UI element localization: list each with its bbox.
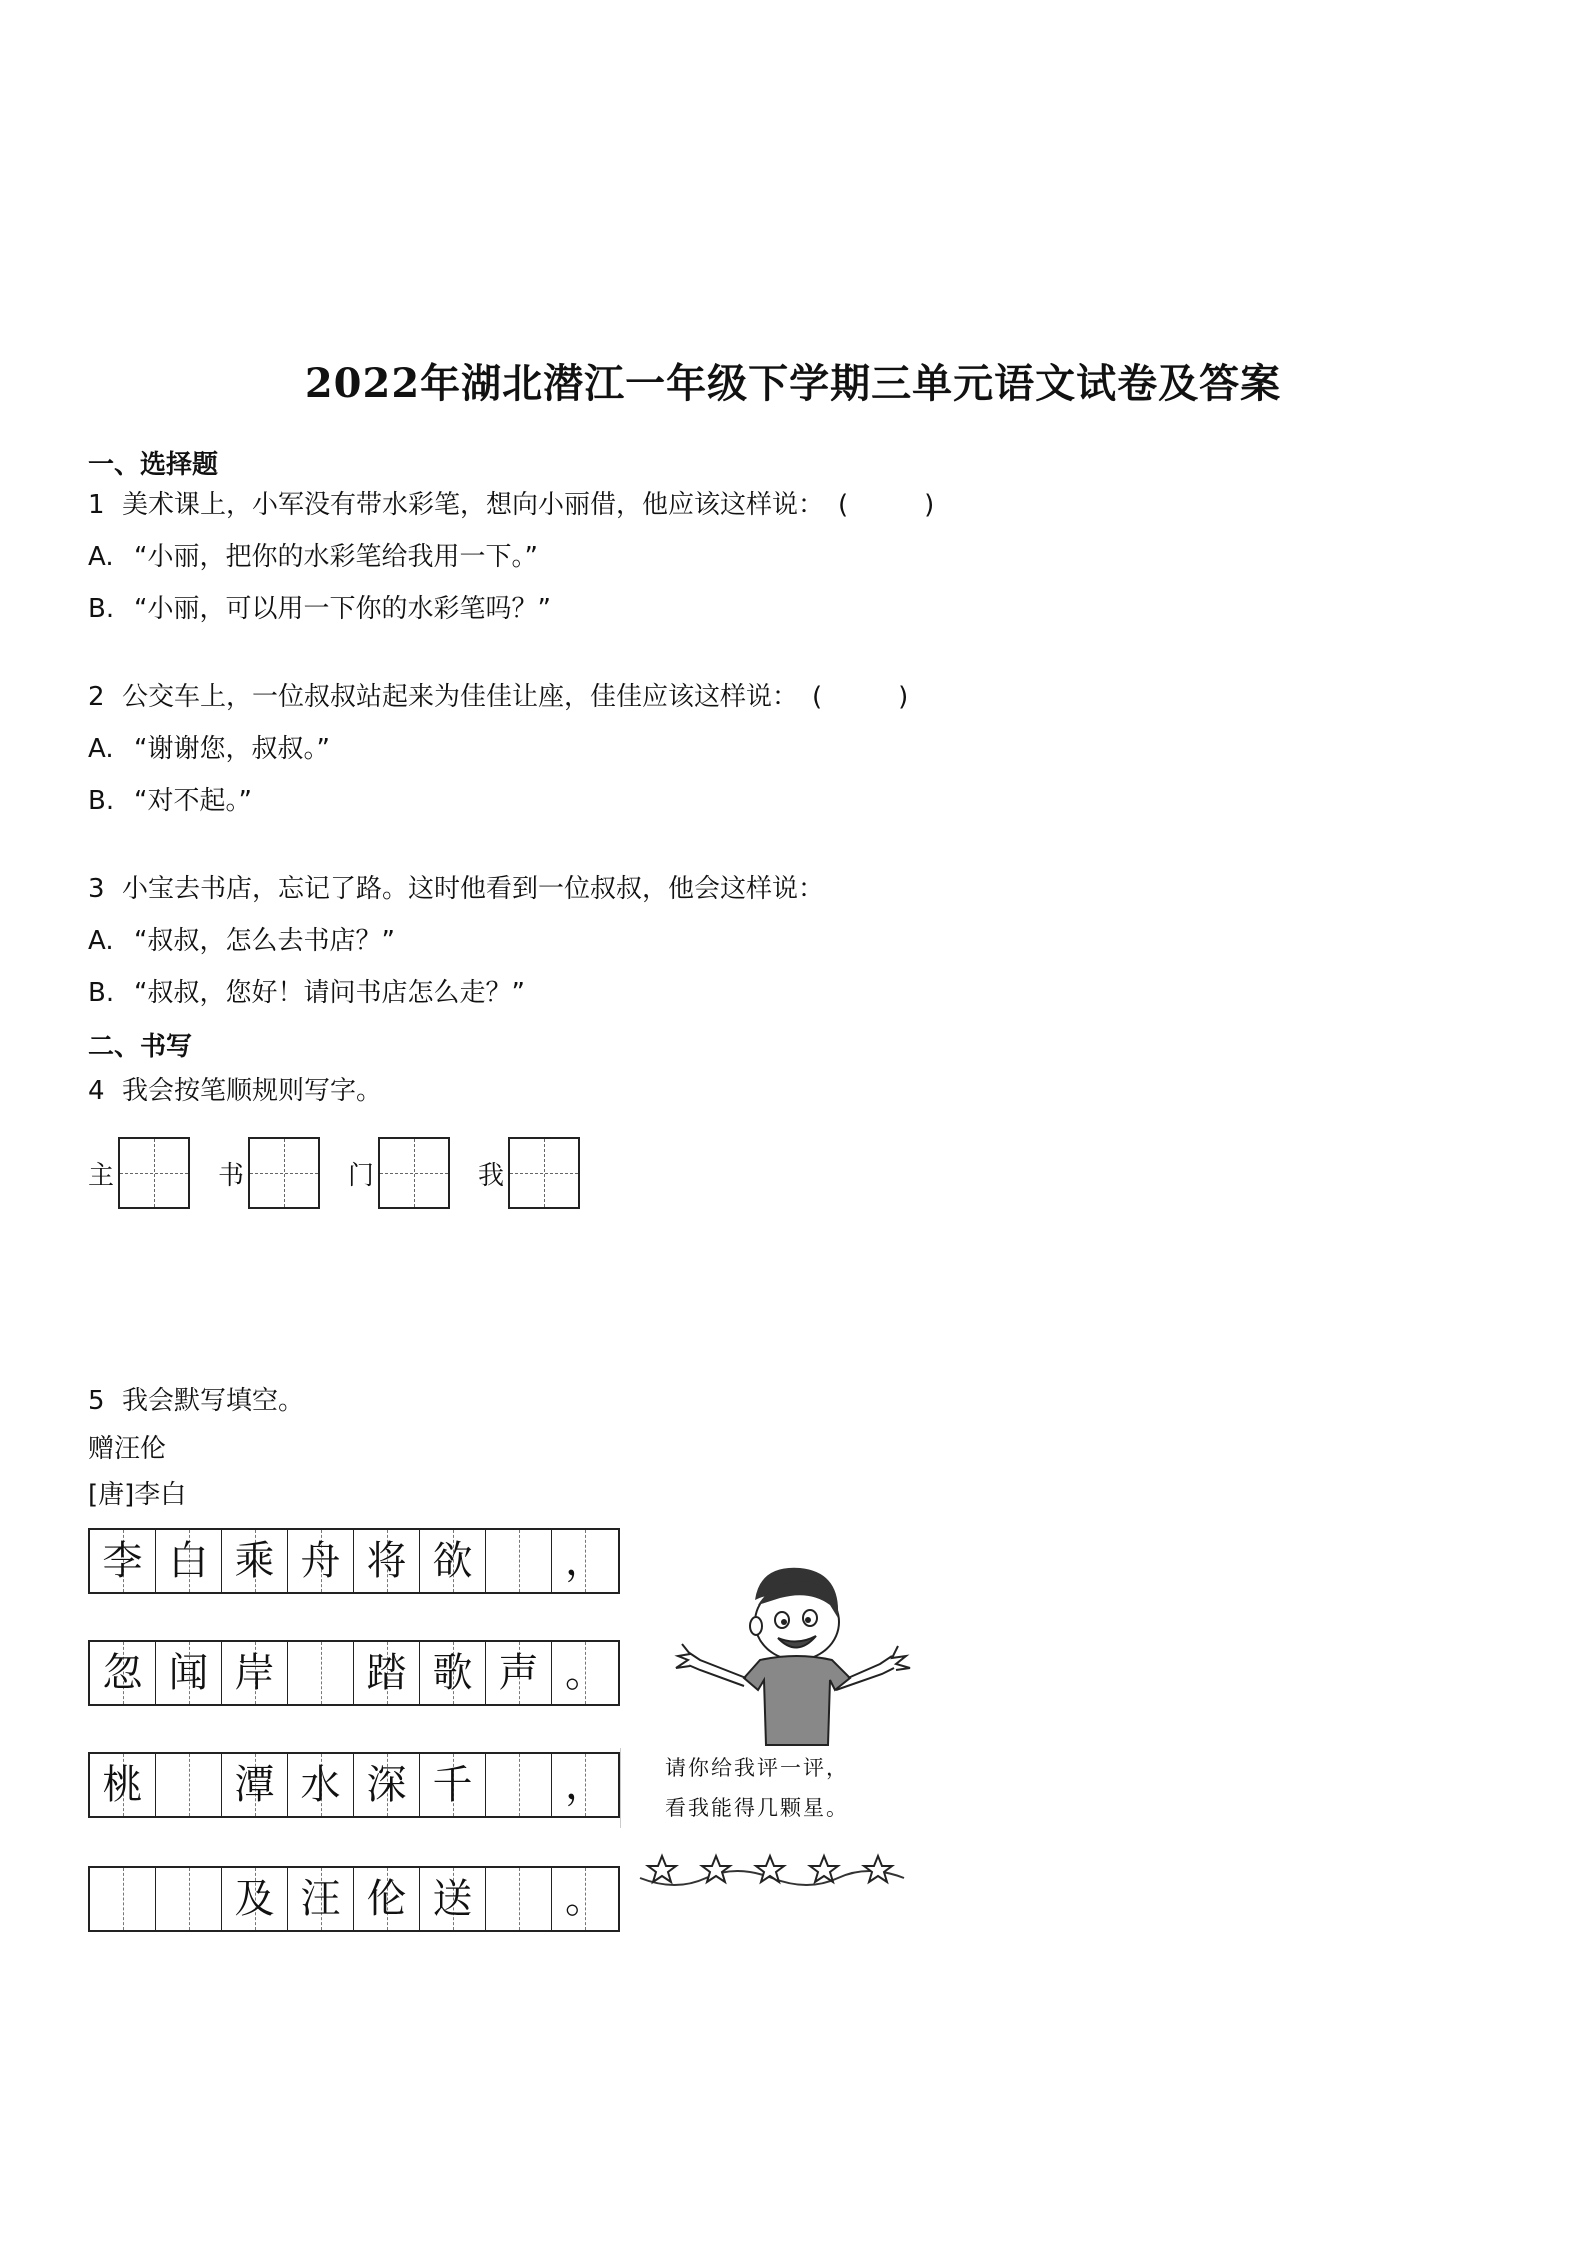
- poem-cell[interactable]: 欲: [420, 1530, 486, 1592]
- question-1: [88, 488, 934, 522]
- poem-cell[interactable]: 水: [288, 1754, 354, 1816]
- question-number: 2: [88, 682, 105, 712]
- option-label: B.: [88, 978, 115, 1008]
- question-4: [88, 1074, 382, 1108]
- option-b[interactable]: [88, 784, 252, 818]
- question-3: [88, 872, 824, 906]
- answer-blank[interactable]: ( ): [812, 682, 909, 712]
- practice-char: 门: [348, 1161, 375, 1191]
- poem-line-2: [88, 1640, 620, 1706]
- option-label: A.: [88, 542, 114, 572]
- cartoon-boy-illustration: [660, 1560, 920, 1750]
- star-flower-icon[interactable]: [864, 1856, 892, 1882]
- poem-cell[interactable]: 闻: [156, 1642, 222, 1704]
- poem-cell[interactable]: 乘: [222, 1530, 288, 1592]
- poem-author: [唐]李白: [88, 1480, 187, 1510]
- poem-cell[interactable]: [156, 1868, 222, 1930]
- option-label: B.: [88, 594, 115, 624]
- question-2: [88, 680, 908, 714]
- option-text: “叔叔，怎么去书店？”: [134, 926, 395, 956]
- option-b[interactable]: [88, 592, 551, 626]
- poem-cell[interactable]: 及: [222, 1868, 288, 1930]
- star-flower-icon[interactable]: [810, 1856, 838, 1882]
- poem-cell[interactable]: [486, 1868, 552, 1930]
- poem-cell[interactable]: ，: [552, 1754, 618, 1816]
- poem-cell[interactable]: [486, 1530, 552, 1592]
- poem-cell[interactable]: 踏: [354, 1642, 420, 1704]
- question-number: 4: [88, 1076, 105, 1106]
- option-text: “叔叔，您好！请问书店怎么走？”: [134, 978, 525, 1008]
- poem-cell[interactable]: 伦: [354, 1868, 420, 1930]
- tian-grid-box[interactable]: [508, 1137, 580, 1209]
- question-text: 小宝去书店，忘记了路。这时他看到一位叔叔，他会这样说：: [122, 874, 825, 904]
- poem-line-4: [88, 1866, 620, 1932]
- poem-cell[interactable]: 汪: [288, 1868, 354, 1930]
- question-number: 1: [88, 490, 105, 520]
- question-text: 我会按笔顺规则写字。: [122, 1076, 383, 1106]
- poem-cell[interactable]: 桃: [90, 1754, 156, 1816]
- rating-line-1: 请你给我评一评，: [665, 1756, 849, 1780]
- option-a[interactable]: [88, 924, 395, 958]
- poem-cell[interactable]: ，: [552, 1530, 618, 1592]
- question-text: 公交车上，一位叔叔站起来为佳佳让座，佳佳应该这样说：: [122, 682, 799, 712]
- question-5: [88, 1384, 304, 1418]
- rating-stars[interactable]: [636, 1848, 908, 1894]
- section-heading-choice: 一、选择题: [88, 450, 219, 480]
- option-a[interactable]: [88, 540, 538, 574]
- question-text: 我会默写填空。: [122, 1386, 305, 1416]
- poem-cell[interactable]: [288, 1642, 354, 1704]
- option-label: B.: [88, 786, 115, 816]
- poem-cell[interactable]: 。: [552, 1868, 618, 1930]
- poem-cell[interactable]: [156, 1754, 222, 1816]
- option-label: A.: [88, 734, 114, 764]
- poem-cell[interactable]: 歌: [420, 1642, 486, 1704]
- poem-cell[interactable]: 舟: [288, 1530, 354, 1592]
- poem-cell[interactable]: 声: [486, 1642, 552, 1704]
- poem-cell[interactable]: 李: [90, 1530, 156, 1592]
- poem-cell[interactable]: [486, 1754, 552, 1816]
- option-label: A.: [88, 926, 114, 956]
- tian-grid-box[interactable]: [378, 1137, 450, 1209]
- option-a[interactable]: [88, 732, 330, 766]
- poem-cell[interactable]: 潭: [222, 1754, 288, 1816]
- practice-char: 主: [88, 1161, 115, 1191]
- poem-cell[interactable]: 送: [420, 1868, 486, 1930]
- poem-line-1: [88, 1528, 620, 1594]
- practice-char: 我: [478, 1161, 505, 1191]
- option-b[interactable]: [88, 976, 525, 1010]
- question-number: 3: [88, 874, 105, 904]
- option-text: “小丽，可以用一下你的水彩笔吗？”: [134, 594, 551, 624]
- poem-cell[interactable]: 岸: [222, 1642, 288, 1704]
- poem-cell[interactable]: [90, 1868, 156, 1930]
- rating-prompt: [620, 1748, 920, 1828]
- option-text: “谢谢您，叔叔。”: [134, 734, 330, 764]
- poem-title: 赠汪伦: [88, 1434, 167, 1464]
- answer-blank[interactable]: ( ): [838, 490, 935, 520]
- option-text: “对不起。”: [134, 786, 252, 816]
- poem-line-3: [88, 1752, 620, 1818]
- rating-line-2: 看我能得几颗星。: [665, 1796, 849, 1820]
- poem-cell[interactable]: 千: [420, 1754, 486, 1816]
- poem-cell[interactable]: 深: [354, 1754, 420, 1816]
- poem-cell[interactable]: 。: [552, 1642, 618, 1704]
- poem-cell[interactable]: 将: [354, 1530, 420, 1592]
- question-text: 美术课上，小军没有带水彩笔，想向小丽借，他应该这样说：: [122, 490, 825, 520]
- star-flower-icon[interactable]: [648, 1856, 676, 1882]
- practice-char: 书: [218, 1161, 245, 1191]
- question-number: 5: [88, 1386, 105, 1416]
- tian-grid-box[interactable]: [248, 1137, 320, 1209]
- poem-cell[interactable]: 忽: [90, 1642, 156, 1704]
- option-text: “小丽，把你的水彩笔给我用一下。”: [134, 542, 538, 572]
- section-heading-writing: 二、书写: [88, 1032, 193, 1062]
- page-title: 2022年湖北潜江一年级下学期三单元语文试卷及答案: [304, 360, 1282, 407]
- poem-cell[interactable]: 白: [156, 1530, 222, 1592]
- tian-grid-box[interactable]: [118, 1137, 190, 1209]
